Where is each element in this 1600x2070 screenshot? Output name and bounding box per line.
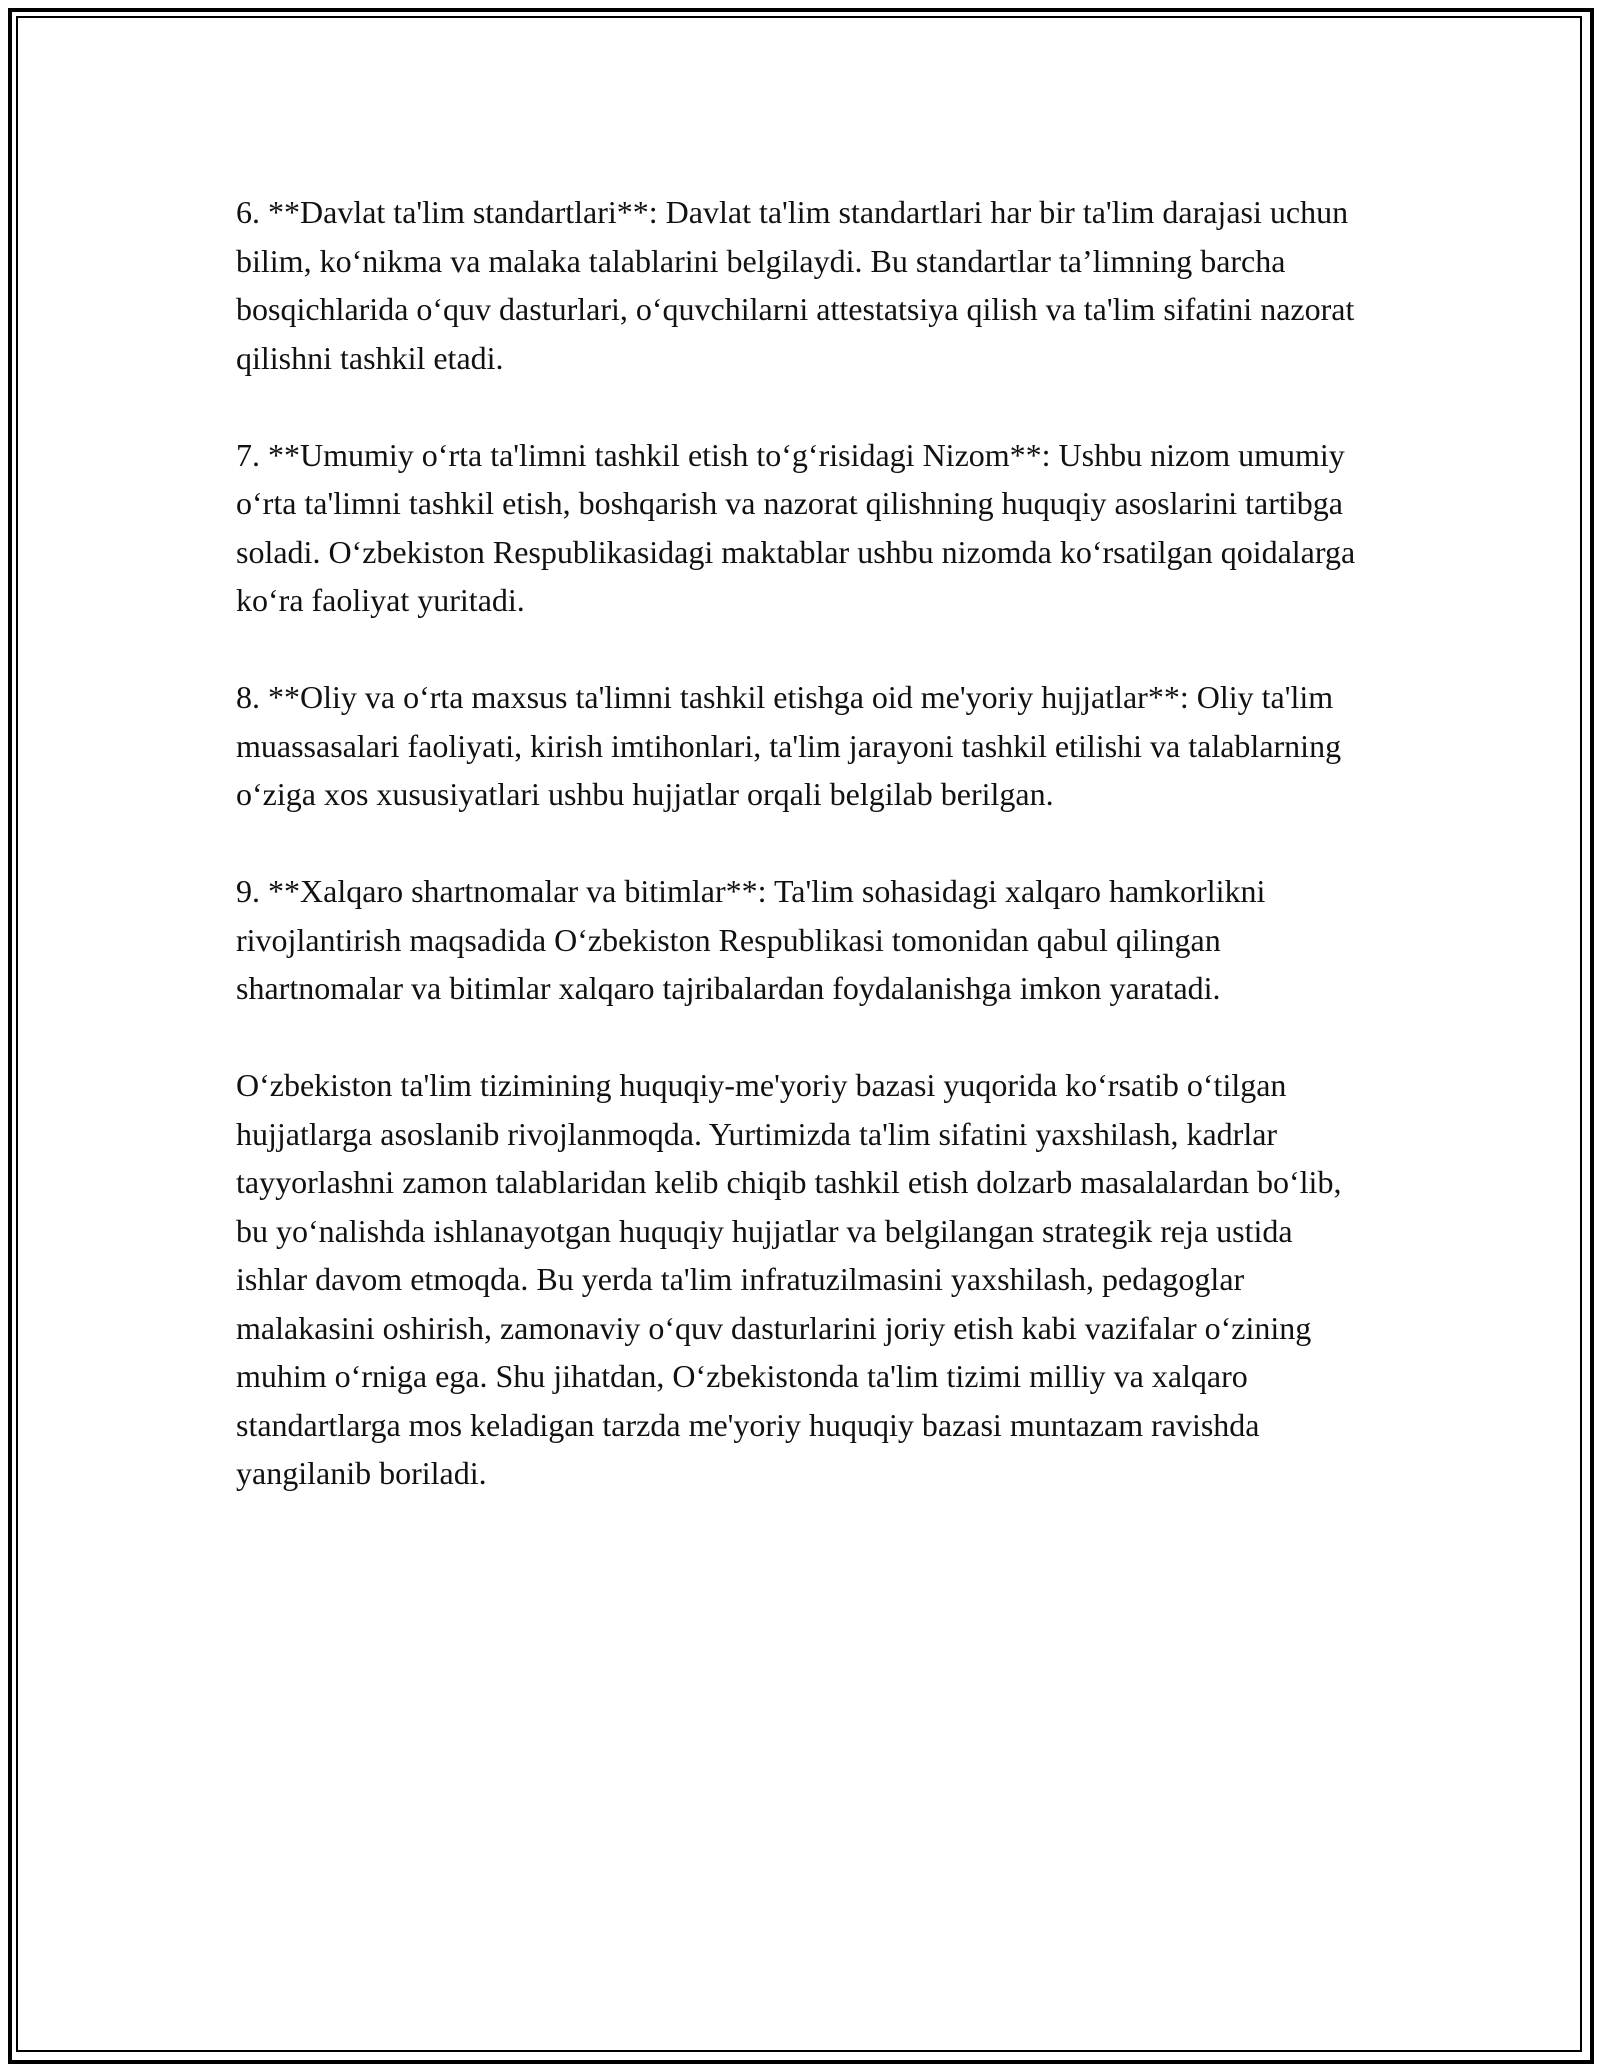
paragraph-conclusion: Oʻzbekiston ta'lim tizimining huquqiy-me'yoriy bazasi yuqorida koʻrsatib oʻtilgan hujjatlarga asoslanib rivojlanmoqda. Yurtimizda ta'lim sifatini yaxshilash, kadrlar tayyorlashni zamon talablaridan kelib chiqib tashkil etish dolzarb masalalardan boʻlib, bu yoʻnalishda ishlanayotgan huquqiy hujjatlar va belgilangan strategik reja ustida ishlar davom etmoqda. Bu yerda ta'lim infratuzilmasini yaxshilash, pedagoglar malakasini oshirish, zamonaviy oʻquv dasturlarini joriy etish kabi vazifalar oʻzining muhim oʻrniga ega. Shu jihatdan, Oʻzbekistonda ta'lim tizimi milliy va xalqaro standartlarga mos keladigan tarzda me'yoriy huquqiy bazasi muntazam ravishda yangilanib boriladi. [236,1067,1342,1491]
paragraph-6-state-education-standards: 6. **Davlat ta'lim standartlari**: Davlat ta'lim standartlari har bir ta'lim darajasi uchun bilim, koʻnikma va malaka talablarini belgilaydi. Bu standartlar ta’limning barcha bosqichlarida oʻquv dasturlari, oʻquvchilarni attestatsiya qilish va ta'lim sifatini nazorat qilishni tashkil etadi. [236,194,1355,376]
paragraph-9-international-agreements: 9. **Xalqaro shartnomalar va bitimlar**: Ta'lim sohasidagi xalqaro hamkorlikni rivojlantirish maqsadida Oʻzbekiston Respublikasi tomonidan qabul qilingan shartnomalar va bitimlar xalqaro tajribalardan foydalanishga imkon yaratadi. [236,873,1266,1006]
document-body [236,188,1366,1546]
paragraph-7-general-secondary-education-regulation: 7. **Umumiy oʻrta ta'limni tashkil etish toʻgʻrisidagi Nizom**: Ushbu nizom umumiy oʻrta ta'limni tashkil etish, boshqarish va nazorat qilishning huquqiy asoslarini tartibga soladi. Oʻzbekiston Respublikasidagi maktablar ushbu nizomda koʻrsatilgan qoidalarga koʻra faoliyat yuritadi. [236,436,1356,618]
paragraph-8-higher-and-secondary-special-education-documents: 8. **Oliy va oʻrta maxsus ta'limni tashkil etishga oid me'yoriy hujjatlar**: Oliy ta'lim muassasalari faoliyati, kirish imtihonlari, ta'lim jarayoni tashkil etilishi va talablarning oʻziga xos xususiyatlari ushbu hujjatlar orqali belgilab berilgan. [236,679,1342,812]
